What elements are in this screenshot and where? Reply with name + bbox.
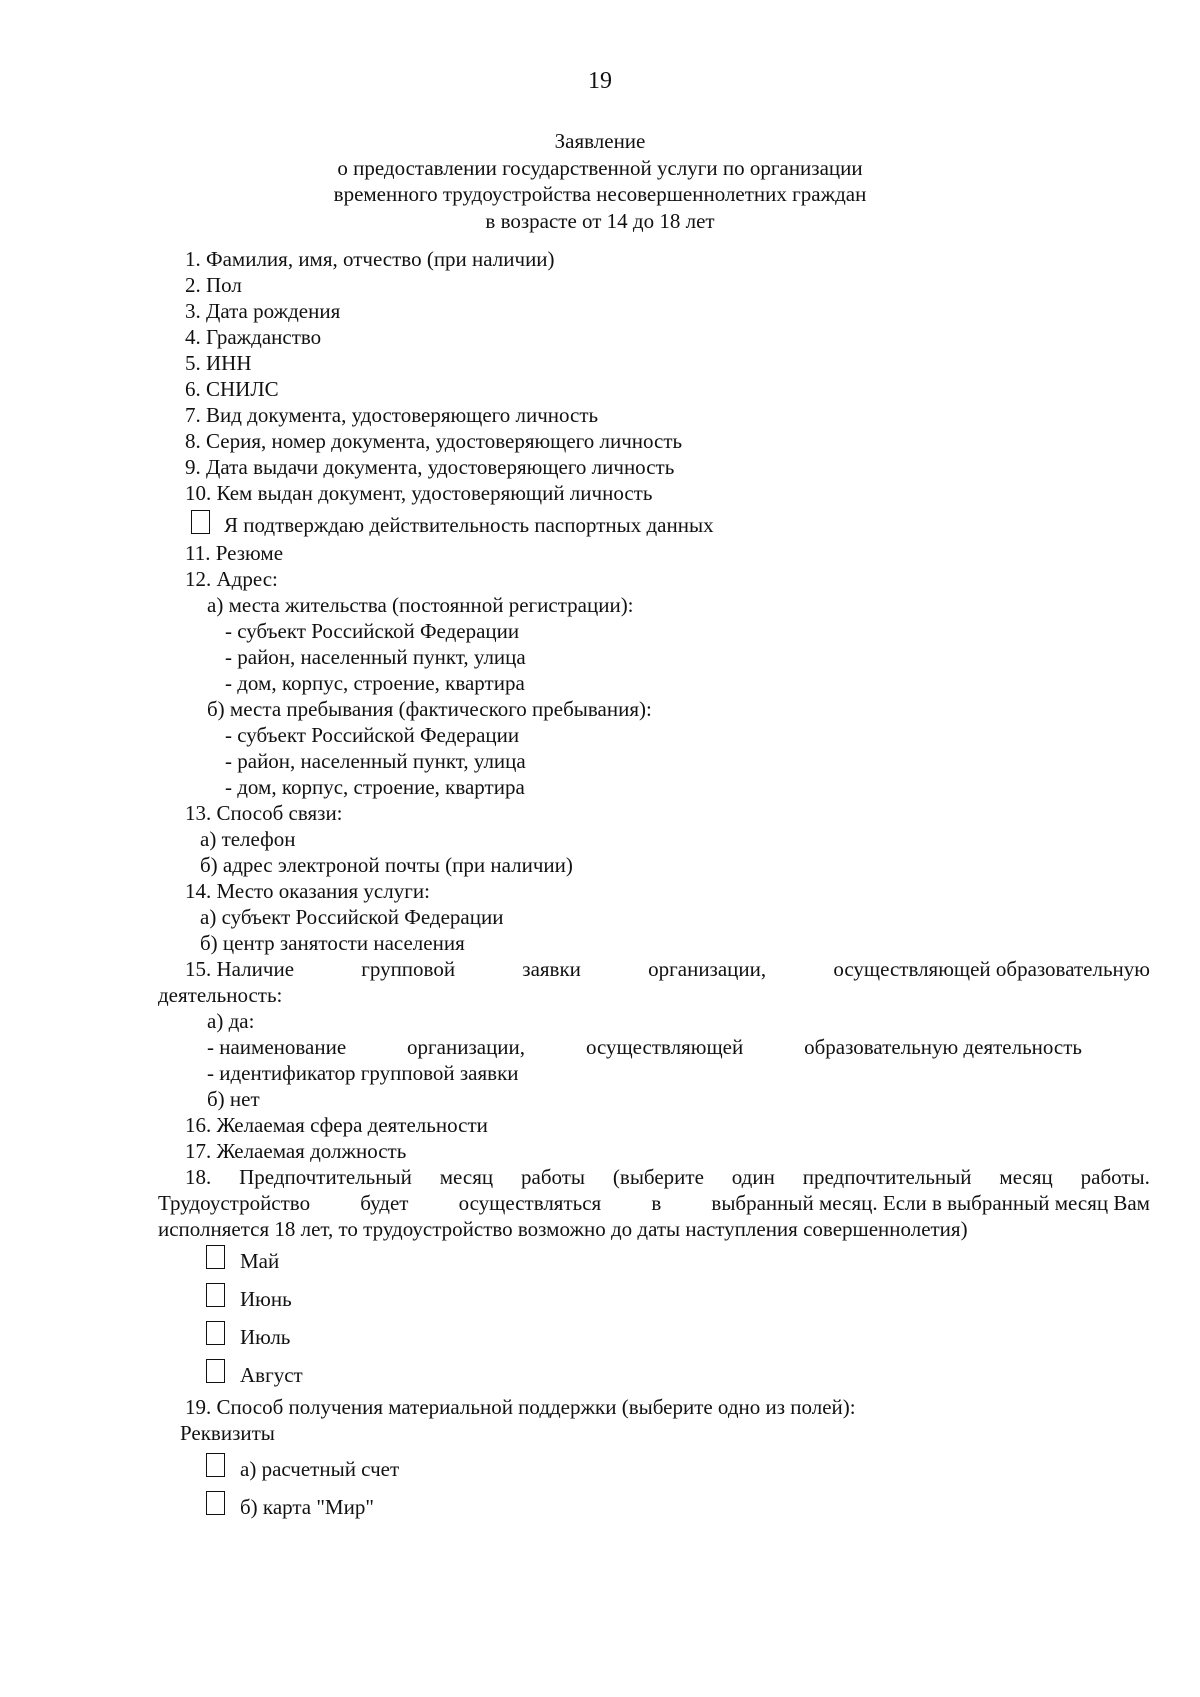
field-12b-label: б) места пребывания (фактического пребывания): [207, 697, 652, 721]
field-18-word: в [651, 1191, 662, 1215]
field-2-label: 2. Пол [185, 273, 242, 297]
field-15-word: осуществляющей образовательную [833, 957, 1150, 981]
month-august-label: Август [240, 1363, 303, 1387]
field-18-word: работы [521, 1165, 586, 1189]
title-line-2: о предоставлении государственной услуги по организации [337, 155, 863, 180]
field-15-line-2: деятельность: [158, 983, 283, 1007]
field-17-label: 17. Желаемая должность [185, 1139, 407, 1163]
field-12b-2-label: - район, населенный пункт, улица [225, 749, 526, 773]
field-15-word: групповой [361, 957, 456, 981]
field-18-line-1 [185, 1164, 1150, 1190]
field-13-label: 13. Способ связи: [185, 801, 343, 825]
page-number: 19 [588, 68, 612, 94]
month-may-checkbox[interactable] [206, 1245, 225, 1269]
field-15a-1-word: осуществляющей [585, 1035, 744, 1059]
field-12-label: 12. Адрес: [185, 567, 278, 591]
month-june-label: Июнь [240, 1287, 292, 1311]
field-15a-label: а) да: [207, 1009, 255, 1033]
field-18-word: Трудоустройство [158, 1191, 311, 1215]
field-15a-1-word: - наименование [207, 1035, 347, 1059]
field-15-word: заявки [522, 957, 581, 981]
field-18-word: выбранный месяц. Если в выбранный месяц Вам [711, 1191, 1150, 1215]
month-may-label: Май [240, 1249, 280, 1273]
field-6-label: 6. СНИЛС [185, 377, 279, 401]
payment-card-checkbox[interactable] [206, 1491, 225, 1515]
field-3-label: 3. Дата рождения [185, 299, 341, 323]
field-18-word: Предпочтительный [239, 1165, 412, 1189]
field-18-line-2 [158, 1190, 1150, 1216]
month-june-checkbox[interactable] [206, 1283, 225, 1307]
title-line-1: Заявление [554, 129, 646, 153]
field-12a-3-label: - дом, корпус, строение, квартира [225, 671, 525, 695]
field-12a-label: а) места жительства (постоянной регистрации): [207, 593, 634, 617]
field-14a-label: а) субъект Российской Федерации [200, 905, 504, 929]
payment-account-label: а) расчетный счет [240, 1457, 400, 1481]
field-10-label: 10. Кем выдан документ, удостоверяющий личность [185, 481, 653, 505]
field-11-label: 11. Резюме [185, 541, 284, 565]
document-title [300, 128, 900, 234]
field-18-word: осуществляться [458, 1191, 602, 1215]
field-14b-label: б) центр занятости населения [200, 931, 465, 955]
field-12a-1-label: - субъект Российской Федерации [225, 619, 520, 643]
field-18-word: 18. [185, 1165, 212, 1189]
confirm-passport-label: Я подтверждаю действительность паспортных данных [224, 513, 714, 537]
field-18-word: месяц [439, 1165, 494, 1189]
field-18-word: работы. [1080, 1165, 1150, 1189]
field-8-label: 8. Серия, номер документа, удостоверяющего личность [185, 429, 683, 453]
field-14-label: 14. Место оказания услуги: [185, 879, 430, 903]
payment-account-checkbox[interactable] [206, 1453, 225, 1477]
payment-card-label: б) карта "Мир" [240, 1495, 374, 1519]
field-18-word: месяц [999, 1165, 1053, 1189]
confirm-passport-checkbox[interactable] [191, 510, 210, 534]
field-15-word: 15. Наличие [185, 957, 295, 981]
field-13b-label: б) адрес электроной почты (при наличии) [200, 853, 573, 877]
field-12b-1-label: - субъект Российской Федерации [225, 723, 520, 747]
field-1-label: 1. Фамилия, имя, отчество (при наличии) [185, 247, 555, 271]
field-9-label: 9. Дата выдачи документа, удостоверяющего личность [185, 455, 675, 479]
month-july-label: Июль [240, 1325, 291, 1349]
title-line-3: временного трудоустройства несовершеннолетних граждан [333, 182, 867, 206]
title-line-4: в возрасте от 14 до 18 лет [485, 208, 715, 233]
field-5-label: 5. ИНН [185, 351, 252, 375]
field-18-word: предпочтительный [802, 1165, 972, 1189]
field-4-label: 4. Гражданство [185, 325, 322, 349]
month-august-checkbox[interactable] [206, 1359, 225, 1383]
field-19-label: 19. Способ получения материальной поддержки (выберите одно из полей): [185, 1395, 856, 1419]
field-15a-2-label: - идентификатор групповой заявки [207, 1061, 519, 1085]
field-15a-1-word: организации, [407, 1035, 526, 1059]
field-19-subtitle: Реквизиты [180, 1421, 275, 1445]
field-15b-label: б) нет [207, 1087, 260, 1111]
field-18-line-3: исполняется 18 лет, то трудоустройство возможно до даты наступления совершеннолетия) [158, 1217, 968, 1241]
field-18-word: один [731, 1165, 775, 1189]
field-7-label: 7. Вид документа, удостоверяющего личность [185, 403, 599, 427]
field-12b-3-label: - дом, корпус, строение, квартира [225, 775, 525, 799]
month-july-checkbox[interactable] [206, 1321, 225, 1345]
field-12a-2-label: - район, населенный пункт, улица [225, 645, 526, 669]
field-13a-label: а) телефон [200, 827, 296, 851]
field-15-word: организации, [648, 957, 767, 981]
field-18-word: (выберите [612, 1165, 704, 1189]
field-15a-1-line [207, 1034, 1082, 1060]
field-18-word: будет [360, 1191, 409, 1215]
field-15a-1-word: образовательную деятельность [804, 1035, 1082, 1059]
field-16-label: 16. Желаемая сфера деятельности [185, 1113, 488, 1137]
field-15-line-1 [185, 956, 1150, 982]
